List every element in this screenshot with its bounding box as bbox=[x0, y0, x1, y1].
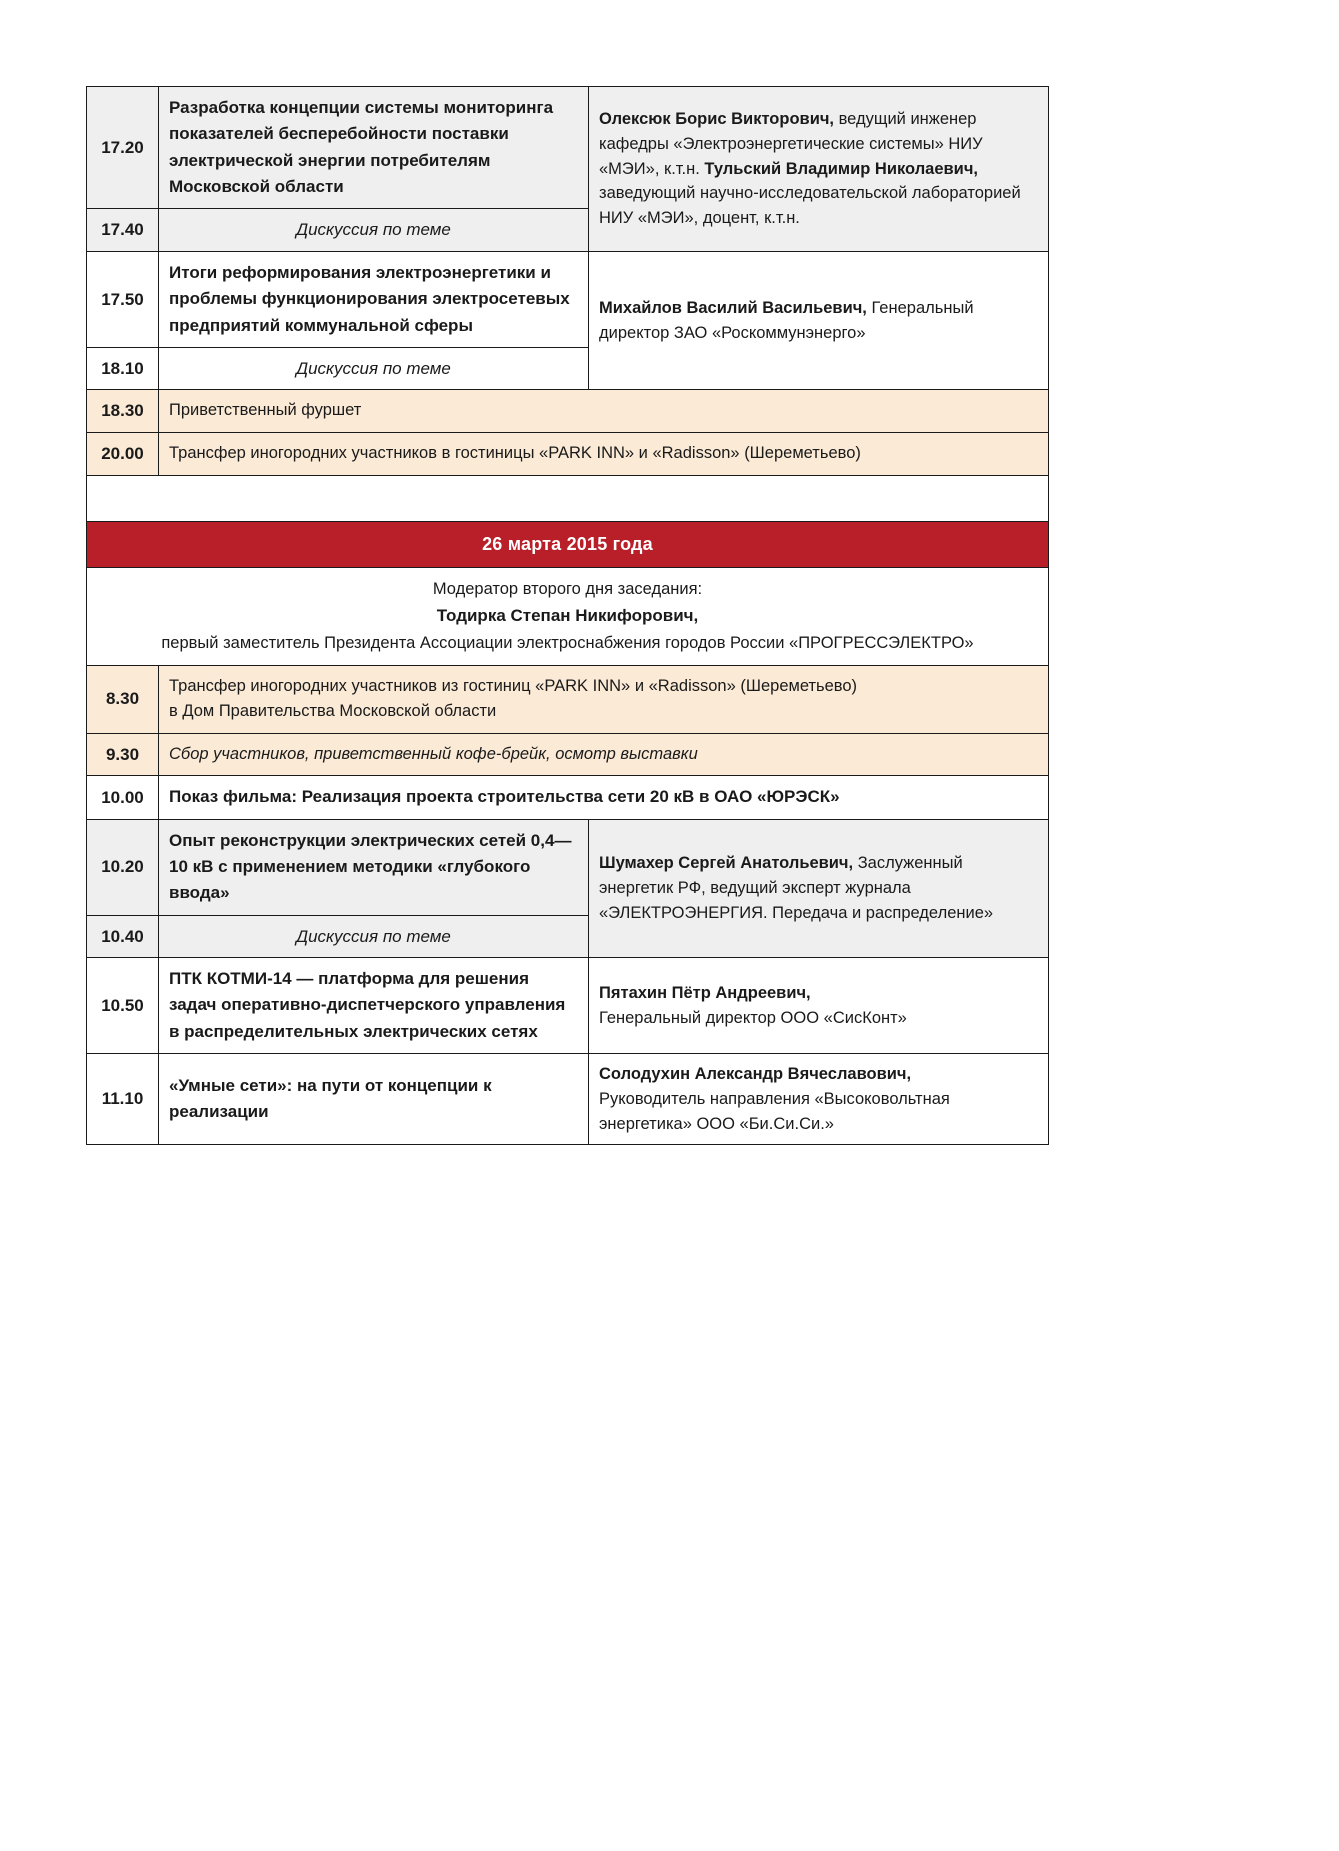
row-topic: ПТК КОТМИ-14 — платформа для решения задач оперативно-диспетчерского управления в распределительных электрических сетях bbox=[159, 958, 589, 1054]
moderator-position: первый заместитель Президента Ассоциации электроснабжения городов России «ПРОГРЕССЭЛЕКТРО» bbox=[161, 633, 974, 652]
row-time: 10.50 bbox=[87, 958, 159, 1054]
row-time: 17.40 bbox=[87, 209, 159, 252]
row-time: 10.20 bbox=[87, 819, 159, 915]
row-time: 10.00 bbox=[87, 776, 159, 819]
moderator-name: Тодирка Степан Никифорович, bbox=[436, 606, 699, 626]
speaker-name: Шумахер Сергей Анатольевич, bbox=[599, 854, 854, 873]
row-topic: Показ фильма: Реализация проекта строительства сети 20 кВ в ОАО «ЮРЭСК» bbox=[159, 776, 1049, 819]
speaker-description: Генеральный директор ООО «СисКонт» bbox=[599, 1008, 907, 1027]
table-row bbox=[87, 1054, 1049, 1145]
row-time: 8.30 bbox=[87, 665, 159, 733]
speaker-description: Генеральный директор ЗАО «Роскоммунэнерго» bbox=[599, 298, 974, 342]
day-banner-row bbox=[87, 521, 1049, 567]
row-time: 18.10 bbox=[87, 347, 159, 390]
row-speaker bbox=[589, 958, 1049, 1054]
row-topic-line1: Трансфер иногородних участников из гостиниц «PARK INN» и «Radisson» (Шереметьево) bbox=[169, 676, 858, 695]
speaker-description: Заслуженный энергетик РФ, ведущий эксперт журнала «ЭЛЕКТРОЭНЕРГИЯ. Передача и распределение» bbox=[599, 854, 994, 922]
row-topic-discussion: Дискуссия по теме bbox=[159, 915, 589, 958]
agenda-table bbox=[86, 86, 1049, 1145]
speaker-name-second: Тульский Владимир Николаевич, bbox=[704, 159, 978, 178]
row-topic: Приветственный фуршет bbox=[159, 390, 1049, 433]
row-topic: «Умные сети»: на пути от концепции к реализации bbox=[159, 1054, 589, 1145]
row-time: 9.30 bbox=[87, 733, 159, 776]
row-speaker bbox=[589, 87, 1049, 252]
speaker-name: Михайлов Василий Васильевич, bbox=[599, 298, 867, 317]
row-topic: Итоги реформирования электроэнергетики и проблемы функционирования электросетевых предприятий коммунальной сферы bbox=[159, 251, 589, 347]
row-speaker bbox=[589, 819, 1049, 958]
speaker-name: Солодухин Александр Вячеславович, bbox=[599, 1065, 912, 1084]
day-banner: 26 марта 2015 года bbox=[87, 521, 1049, 567]
table-row bbox=[87, 87, 1049, 209]
speaker-description: ведущий инженер кафедры «Электроэнергетические системы» НИУ «МЭИ», к.т.н. bbox=[599, 110, 983, 178]
table-row bbox=[87, 390, 1049, 433]
row-time: 11.10 bbox=[87, 1054, 159, 1145]
spacer-cell bbox=[87, 475, 1049, 521]
row-topic: Трансфер иногородних участников в гостиницы «PARK INN» и «Radisson» (Шереметьево) bbox=[159, 432, 1049, 475]
row-time: 17.20 bbox=[87, 87, 159, 209]
row-topic: Опыт реконструкции электрических сетей 0,4—10 кВ с применением методики «глубокого ввода» bbox=[159, 819, 589, 915]
table-row bbox=[87, 251, 1049, 347]
table-row bbox=[87, 432, 1049, 475]
table-row bbox=[87, 776, 1049, 819]
table-row bbox=[87, 819, 1049, 915]
moderator-label: Модератор второго дня заседания: bbox=[432, 579, 703, 598]
row-time: 10.40 bbox=[87, 915, 159, 958]
moderator-block bbox=[87, 567, 1049, 665]
row-time: 20.00 bbox=[87, 432, 159, 475]
row-topic-discussion: Дискуссия по теме bbox=[159, 209, 589, 252]
table-row bbox=[87, 665, 1049, 733]
row-topic: Сбор участников, приветственный кофе-брейк, осмотр выставки bbox=[159, 733, 1049, 776]
row-topic: Разработка концепции системы мониторинга показателей бесперебойности поставки электрической энергии потребителям Московской области bbox=[159, 87, 589, 209]
table-row bbox=[87, 958, 1049, 1054]
speaker-name: Олексюк Борис Викторович, bbox=[599, 110, 834, 129]
speaker-description-second: заведующий научно-исследовательской лабораторией НИУ «МЭИ», доцент, к.т.н. bbox=[599, 184, 1021, 228]
row-topic bbox=[159, 665, 1049, 733]
row-speaker bbox=[589, 251, 1049, 390]
row-topic-line2: в Дом Правительства Московской области bbox=[169, 702, 497, 721]
table-row bbox=[87, 733, 1049, 776]
moderator-row bbox=[87, 567, 1049, 665]
row-time: 17.50 bbox=[87, 251, 159, 347]
speaker-name: Пятахин Пётр Андреевич, bbox=[599, 983, 811, 1002]
row-speaker bbox=[589, 1054, 1049, 1145]
row-time: 18.30 bbox=[87, 390, 159, 433]
spacer-row bbox=[87, 475, 1049, 521]
speaker-description: Руководитель направления «Высоковольтная энергетика» ООО «Би.Си.Си.» bbox=[599, 1089, 950, 1133]
row-topic-discussion: Дискуссия по теме bbox=[159, 347, 589, 390]
